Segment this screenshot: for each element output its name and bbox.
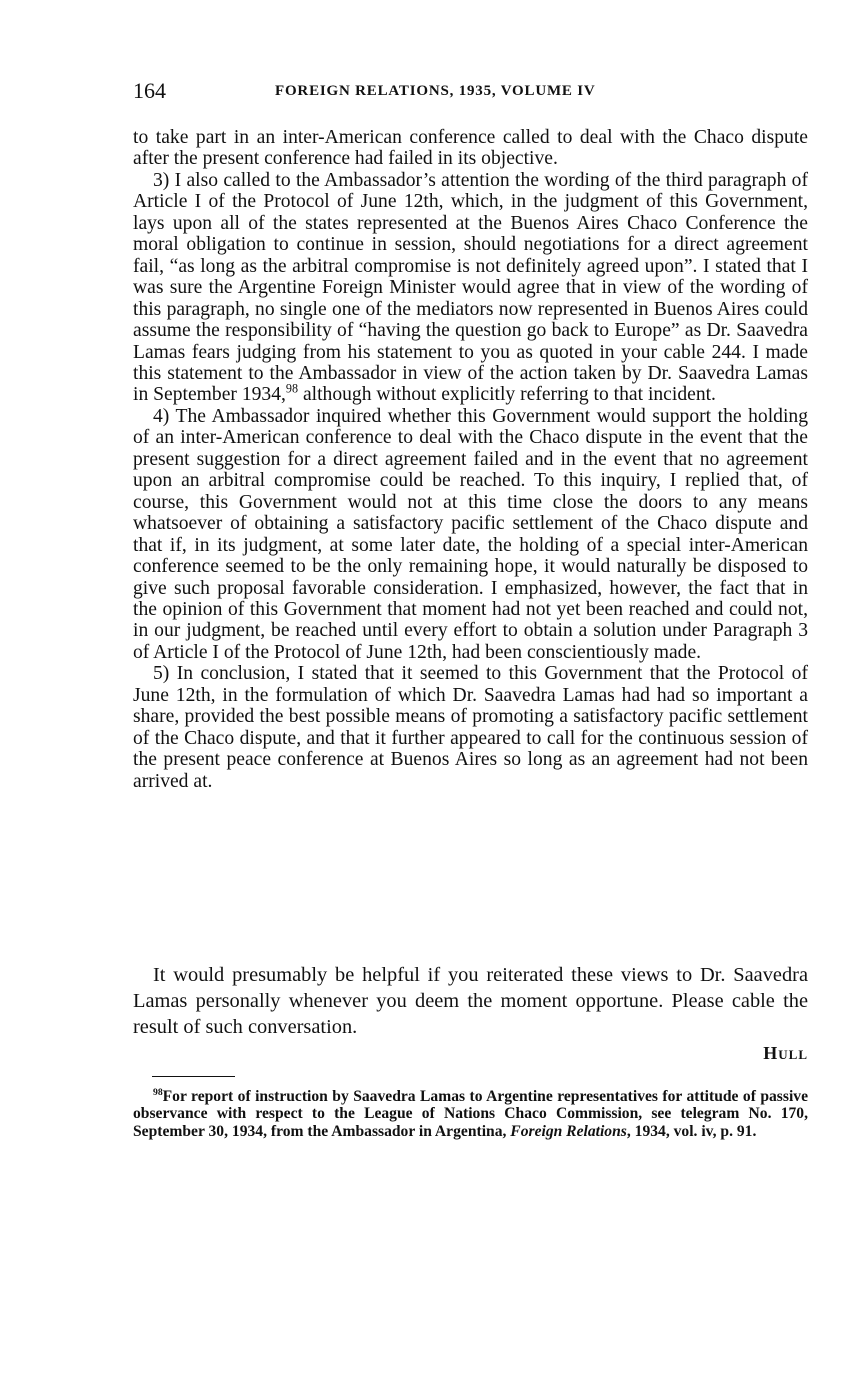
footnote-marker: 98	[153, 1086, 163, 1098]
paragraph-3-text-end: although without explicitly referring to that incident.	[298, 384, 716, 406]
footnote-98	[133, 1088, 808, 1140]
footnote-reference: 98	[285, 381, 299, 396]
footnotes	[133, 1088, 808, 1140]
closing-instruction	[133, 962, 808, 1041]
footnote-divider	[152, 1076, 235, 1077]
letter-body	[133, 127, 808, 792]
signature: Hull	[763, 1043, 808, 1063]
paragraph-3	[133, 170, 808, 406]
paragraph-5: 5) In conclusion, I stated that it seemed to this Government that the Protocol of June 12th, in the formulation of which Dr. Saavedra Lamas had had so important a share, provided the best possible means of promoting a satisfactory pacific settlement of the Chaco dispute, and that it further appeared to call for the continuous session of the present peace conference at Buenos Aires so long as an agreement had not been arrived at.	[133, 663, 808, 792]
paragraph-4: 4) The Ambassador inquired whether this Government would support the holding of an inter-American conference to deal with the Chaco dispute in the event that the present suggestion for a direct agreement failed and in the event that no agreement upon an arbitral compromise could be reached. To this inquiry, I replied that, of course, this Government would not at this time close the doors to any means whatsoever of obtaining a satisfactory pacific settlement of the Chaco dispute and that if, in its judgment, at some later date, the holding of a special inter-American conference seemed to be the only remaining hope, it would naturally be disposed to give such proposal favorable consideration. I emphasized, however, the fact that in the opinion of this Government that moment had not yet been reached and could not, in our judgment, be reached until every effort to obtain a solution under Paragraph 3 of Article I of the Protocol of June 12th, had been conscientiously made.	[133, 405, 808, 663]
paragraph-3-text: 3) I also called to the Ambassador’s attention the wording of the third paragraph of Article I of the Protocol of June 12th, which, in the judgment of this Government, lays upon all of the states represented at the Buenos Aires Chaco Conference the moral obligation to continue in session, should negotiations for a direct agreement fail, “as long as the arbitral compromise is not definitely agreed upon”. I stated that I was sure the Argentine Foreign Minister would agree that in view of the wording of this paragraph, no single one of the mediators now represented in Buenos Aires could assume the responsibility of “having the question go back to Europe” as Dr. Saavedra Lamas fears judging from his statement to you as quoted in your cable 244. I made this statement to the Ambassador in view of the action taken by Dr. Saavedra Lamas in September 1934,	[133, 169, 808, 406]
footnote-text: For report of instruction by Saavedra Lamas to Argentine representatives for attitude of passive observance with respect to the League of Nations Chaco Commission, see telegram No. 170, September 30, 1934, from the Ambassador in Argentina,	[133, 1088, 808, 1140]
footnote-publication: Foreign Relations	[510, 1122, 627, 1140]
running-head	[133, 78, 808, 108]
paragraph-continuation: to take part in an inter-American conference called to deal with the Chaco dispute after the present conference had failed in its objective.	[133, 127, 808, 170]
closing-paragraph: It would presumably be helpful if you reiterated these views to Dr. Saavedra Lamas personally whenever you deem the moment opportune. Please cable the result of such conversation.	[133, 964, 808, 1039]
page-number: 164	[133, 78, 166, 103]
running-head-title: FOREIGN RELATIONS, 1935, VOLUME IV	[275, 83, 596, 99]
footnote-citation: , 1934, vol. iv, p. 91.	[626, 1122, 757, 1140]
